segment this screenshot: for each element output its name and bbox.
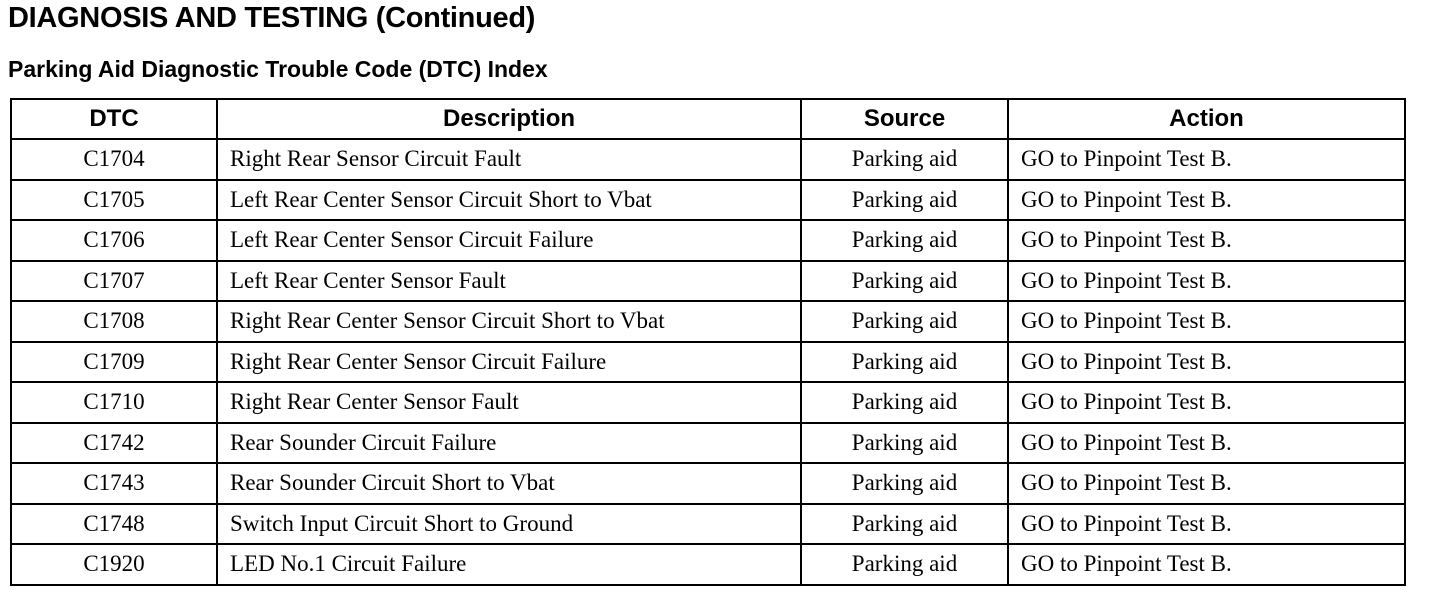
description-cell: LED No.1 Circuit Failure (217, 544, 801, 585)
description-cell: Right Rear Center Sensor Fault (217, 382, 801, 423)
dtc-code-cell: C1710 (11, 382, 217, 423)
dtc-code-cell: C1709 (11, 342, 217, 383)
table-row (11, 180, 1405, 221)
dtc-code-cell: C1743 (11, 463, 217, 504)
column-header-action: Action (1008, 99, 1405, 139)
section-title: Parking Aid Diagnostic Trouble Code (DTC) Index (8, 56, 548, 82)
description-cell: Left Rear Center Sensor Circuit Failure (217, 220, 801, 261)
description-cell: Rear Sounder Circuit Short to Vbat (217, 463, 801, 504)
dtc-code-cell: C1742 (11, 423, 217, 464)
dtc-code-cell: C1707 (11, 261, 217, 302)
source-cell: Parking aid (801, 139, 1008, 180)
action-cell: GO to Pinpoint Test B. (1008, 463, 1405, 504)
description-cell: Left Rear Center Sensor Fault (217, 261, 801, 302)
page-title: DIAGNOSIS AND TESTING (Continued) (8, 2, 536, 34)
table-row (11, 504, 1405, 545)
action-cell: GO to Pinpoint Test B. (1008, 139, 1405, 180)
description-cell: Right Rear Sensor Circuit Fault (217, 139, 801, 180)
source-cell: Parking aid (801, 504, 1008, 545)
table-row (11, 382, 1405, 423)
table-row (11, 463, 1405, 504)
action-cell: GO to Pinpoint Test B. (1008, 180, 1405, 221)
dtc-code-cell: C1748 (11, 504, 217, 545)
action-cell: GO to Pinpoint Test B. (1008, 342, 1405, 383)
source-cell: Parking aid (801, 342, 1008, 383)
action-cell: GO to Pinpoint Test B. (1008, 504, 1405, 545)
table-row (11, 423, 1405, 464)
action-cell: GO to Pinpoint Test B. (1008, 382, 1405, 423)
dtc-index-table (10, 98, 1406, 586)
source-cell: Parking aid (801, 544, 1008, 585)
description-cell: Right Rear Center Sensor Circuit Failure (217, 342, 801, 383)
source-cell: Parking aid (801, 382, 1008, 423)
dtc-code-cell: C1920 (11, 544, 217, 585)
action-cell: GO to Pinpoint Test B. (1008, 220, 1405, 261)
column-header-dtc: DTC (11, 99, 217, 139)
dtc-code-cell: C1704 (11, 139, 217, 180)
dtc-code-cell: C1705 (11, 180, 217, 221)
table-row (11, 220, 1405, 261)
source-cell: Parking aid (801, 301, 1008, 342)
action-cell: GO to Pinpoint Test B. (1008, 261, 1405, 302)
description-cell: Right Rear Center Sensor Circuit Short to Vbat (217, 301, 801, 342)
action-cell: GO to Pinpoint Test B. (1008, 544, 1405, 585)
dtc-code-cell: C1708 (11, 301, 217, 342)
description-cell: Rear Sounder Circuit Failure (217, 423, 801, 464)
source-cell: Parking aid (801, 261, 1008, 302)
column-header-description: Description (217, 99, 801, 139)
dtc-code-cell: C1706 (11, 220, 217, 261)
source-cell: Parking aid (801, 423, 1008, 464)
source-cell: Parking aid (801, 180, 1008, 221)
table-row (11, 139, 1405, 180)
table-row (11, 261, 1405, 302)
description-cell: Left Rear Center Sensor Circuit Short to Vbat (217, 180, 801, 221)
source-cell: Parking aid (801, 463, 1008, 504)
table-row (11, 301, 1405, 342)
action-cell: GO to Pinpoint Test B. (1008, 301, 1405, 342)
description-cell: Switch Input Circuit Short to Ground (217, 504, 801, 545)
action-cell: GO to Pinpoint Test B. (1008, 423, 1405, 464)
column-header-source: Source (801, 99, 1008, 139)
source-cell: Parking aid (801, 220, 1008, 261)
table-row (11, 342, 1405, 383)
table-row (11, 544, 1405, 585)
table-header-row (11, 99, 1405, 139)
